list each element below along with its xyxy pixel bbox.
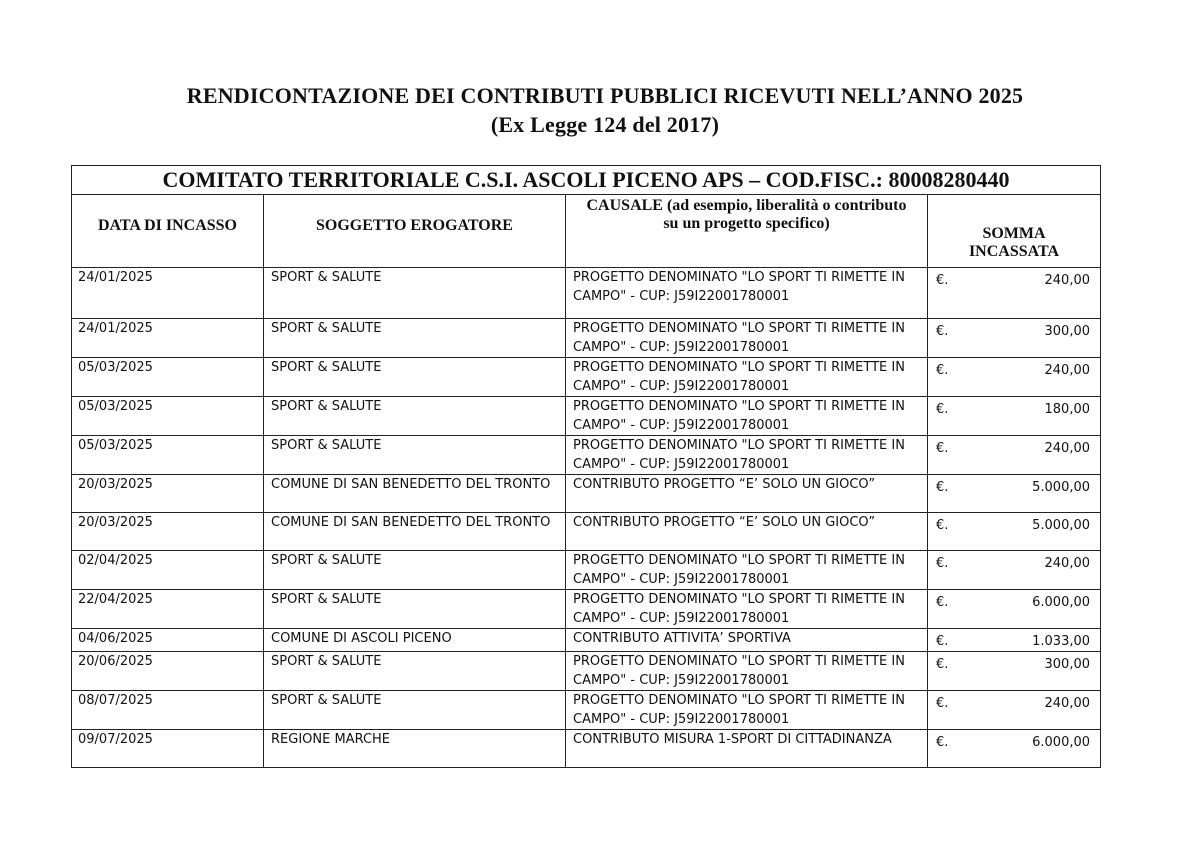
cell-reason-line2: CAMPO" - CUP: J59I22001780001	[573, 379, 790, 394]
currency-symbol: €.	[936, 441, 949, 456]
cell-reason-line2: CAMPO" - CUP: J59I22001780001	[573, 340, 790, 355]
cell-date: 02/04/2025	[72, 551, 264, 590]
cell-reason-line1: PROGETTO DENOMINATO "LO SPORT TI RIMETTE IN	[573, 553, 905, 568]
cell-date: 08/07/2025	[72, 691, 264, 730]
currency-symbol: €.	[936, 273, 949, 288]
currency-symbol: €.	[936, 363, 949, 378]
column-header-amount-line2: INCASSATA	[968, 243, 1060, 260]
cell-reason-line1: CONTRIBUTO ATTIVITA’ SPORTIVA	[573, 631, 791, 646]
currency-symbol: €.	[936, 735, 949, 750]
cell-reason	[566, 551, 928, 590]
cell-reason-line1: CONTRIBUTO PROGETTO “E’ SOLO UN GIOCO”	[573, 515, 876, 530]
column-header-date: DATA DI INCASSO	[72, 195, 264, 268]
cell-reason-line2: CAMPO" - CUP: J59I22001780001	[573, 712, 790, 727]
amount-value: 240,00	[1044, 441, 1091, 456]
cell-reason-line1: PROGETTO DENOMINATO "LO SPORT TI RIMETTE IN	[573, 399, 905, 414]
cell-source: SPORT & SALUTE	[264, 691, 566, 730]
cell-amount	[928, 475, 1101, 513]
amount-value: 240,00	[1044, 556, 1091, 571]
document-subtitle: (Ex Legge 124 del 2017)	[490, 112, 720, 137]
cell-amount	[928, 436, 1101, 475]
cell-reason	[566, 268, 928, 319]
amount-value: 300,00	[1044, 657, 1091, 672]
amount-value: 240,00	[1044, 273, 1091, 288]
table-row	[72, 436, 1101, 475]
amount-value: 6.000,00	[1032, 735, 1091, 750]
table-row	[72, 319, 1101, 358]
cell-date: 24/01/2025	[72, 268, 264, 319]
cell-reason-line2: CAMPO" - CUP: J59I22001780001	[573, 289, 790, 304]
amount-value: 240,00	[1044, 696, 1091, 711]
cell-reason-line1: PROGETTO DENOMINATO "LO SPORT TI RIMETTE IN	[573, 360, 905, 375]
cell-source: REGIONE MARCHE	[264, 730, 566, 768]
amount-value: 1.033,00	[1032, 634, 1091, 649]
cell-amount	[928, 268, 1101, 319]
column-header-reason-line2: su un progetto specifico)	[663, 215, 830, 232]
cell-source: COMUNE DI SAN BENEDETTO DEL TRONTO	[264, 475, 566, 513]
cell-source: COMUNE DI SAN BENEDETTO DEL TRONTO	[264, 513, 566, 551]
cell-reason	[566, 513, 928, 551]
cell-amount	[928, 397, 1101, 436]
currency-symbol: €.	[936, 518, 949, 533]
table-row	[72, 629, 1101, 652]
currency-symbol: €.	[936, 595, 949, 610]
table-row	[72, 652, 1101, 691]
cell-source: SPORT & SALUTE	[264, 358, 566, 397]
cell-reason	[566, 652, 928, 691]
cell-amount	[928, 691, 1101, 730]
cell-source: SPORT & SALUTE	[264, 397, 566, 436]
cell-date: 04/06/2025	[72, 629, 264, 652]
table-row	[72, 397, 1101, 436]
cell-reason-line1: PROGETTO DENOMINATO "LO SPORT TI RIMETTE IN	[573, 438, 905, 453]
cell-amount	[928, 358, 1101, 397]
cell-reason-line1: PROGETTO DENOMINATO "LO SPORT TI RIMETTE IN	[573, 321, 905, 336]
cell-reason	[566, 436, 928, 475]
cell-reason-line1: PROGETTO DENOMINATO "LO SPORT TI RIMETTE IN	[573, 654, 905, 669]
cell-date: 20/06/2025	[72, 652, 264, 691]
cell-date: 24/01/2025	[72, 319, 264, 358]
amount-value: 5.000,00	[1032, 518, 1091, 533]
cell-reason-line1: PROGETTO DENOMINATO "LO SPORT TI RIMETTE IN	[573, 592, 905, 607]
currency-symbol: €.	[936, 480, 949, 495]
document-title: RENDICONTAZIONE DEI CONTRIBUTI PUBBLICI RICEVUTI NELL’ANNO 2025	[186, 83, 1024, 108]
cell-reason	[566, 629, 928, 652]
amount-value: 240,00	[1044, 363, 1091, 378]
table-row	[72, 691, 1101, 730]
cell-amount	[928, 730, 1101, 768]
amount-value: 5.000,00	[1032, 480, 1091, 495]
cell-reason	[566, 730, 928, 768]
cell-date: 05/03/2025	[72, 397, 264, 436]
cell-amount	[928, 551, 1101, 590]
cell-reason-line1: CONTRIBUTO PROGETTO “E’ SOLO UN GIOCO”	[573, 477, 876, 492]
cell-source: SPORT & SALUTE	[264, 590, 566, 629]
table-row	[72, 475, 1101, 513]
column-header-amount-line1: SOMMA	[982, 225, 1046, 242]
cell-date: 05/03/2025	[72, 358, 264, 397]
cell-source: SPORT & SALUTE	[264, 436, 566, 475]
cell-source: COMUNE DI ASCOLI PICENO	[264, 629, 566, 652]
cell-reason-line2: CAMPO" - CUP: J59I22001780001	[573, 457, 790, 472]
cell-amount	[928, 629, 1101, 652]
table-row	[72, 730, 1101, 768]
cell-reason-line1: CONTRIBUTO MISURA 1-SPORT DI CITTADINANZA	[573, 732, 892, 747]
cell-reason-line1: PROGETTO DENOMINATO "LO SPORT TI RIMETTE IN	[573, 693, 905, 708]
column-header-source: SOGGETTO EROGATORE	[264, 195, 566, 268]
table-row	[72, 590, 1101, 629]
cell-reason	[566, 358, 928, 397]
cell-reason	[566, 691, 928, 730]
cell-reason	[566, 319, 928, 358]
amount-value: 180,00	[1044, 402, 1091, 417]
table-row	[72, 268, 1101, 319]
cell-date: 22/04/2025	[72, 590, 264, 629]
cell-reason-line2: CAMPO" - CUP: J59I22001780001	[573, 611, 790, 626]
amount-value: 300,00	[1044, 324, 1091, 339]
cell-reason	[566, 475, 928, 513]
cell-reason-line2: CAMPO" - CUP: J59I22001780001	[573, 572, 790, 587]
cell-amount	[928, 652, 1101, 691]
table-header-row	[72, 195, 1101, 268]
cell-source: SPORT & SALUTE	[264, 268, 566, 319]
organization-header: COMITATO TERRITORIALE C.S.I. ASCOLI PICENO APS – COD.FISC.: 80008280440	[72, 166, 1101, 195]
cell-source: SPORT & SALUTE	[264, 551, 566, 590]
cell-reason	[566, 397, 928, 436]
contributions-table	[71, 165, 1101, 768]
cell-amount	[928, 319, 1101, 358]
cell-source: SPORT & SALUTE	[264, 319, 566, 358]
cell-reason-line2: CAMPO" - CUP: J59I22001780001	[573, 673, 790, 688]
cell-date: 20/03/2025	[72, 475, 264, 513]
table-row	[72, 513, 1101, 551]
cell-source: SPORT & SALUTE	[264, 652, 566, 691]
cell-amount	[928, 513, 1101, 551]
currency-symbol: €.	[936, 556, 949, 571]
table-row	[72, 358, 1101, 397]
column-header-reason	[566, 195, 928, 268]
cell-date: 09/07/2025	[72, 730, 264, 768]
column-header-amount	[928, 195, 1101, 268]
currency-symbol: €.	[936, 324, 949, 339]
currency-symbol: €.	[936, 634, 949, 649]
cell-amount	[928, 590, 1101, 629]
currency-symbol: €.	[936, 657, 949, 672]
amount-value: 6.000,00	[1032, 595, 1091, 610]
cell-date: 20/03/2025	[72, 513, 264, 551]
currency-symbol: €.	[936, 696, 949, 711]
cell-reason-line2: CAMPO" - CUP: J59I22001780001	[573, 418, 790, 433]
cell-reason-line1: PROGETTO DENOMINATO "LO SPORT TI RIMETTE IN	[573, 270, 905, 285]
column-header-reason-line1: CAUSALE (ad esempio, liberalità o contributo	[586, 197, 907, 214]
cell-reason	[566, 590, 928, 629]
table-body	[72, 268, 1101, 768]
currency-symbol: €.	[936, 402, 949, 417]
cell-date: 05/03/2025	[72, 436, 264, 475]
table-row	[72, 551, 1101, 590]
